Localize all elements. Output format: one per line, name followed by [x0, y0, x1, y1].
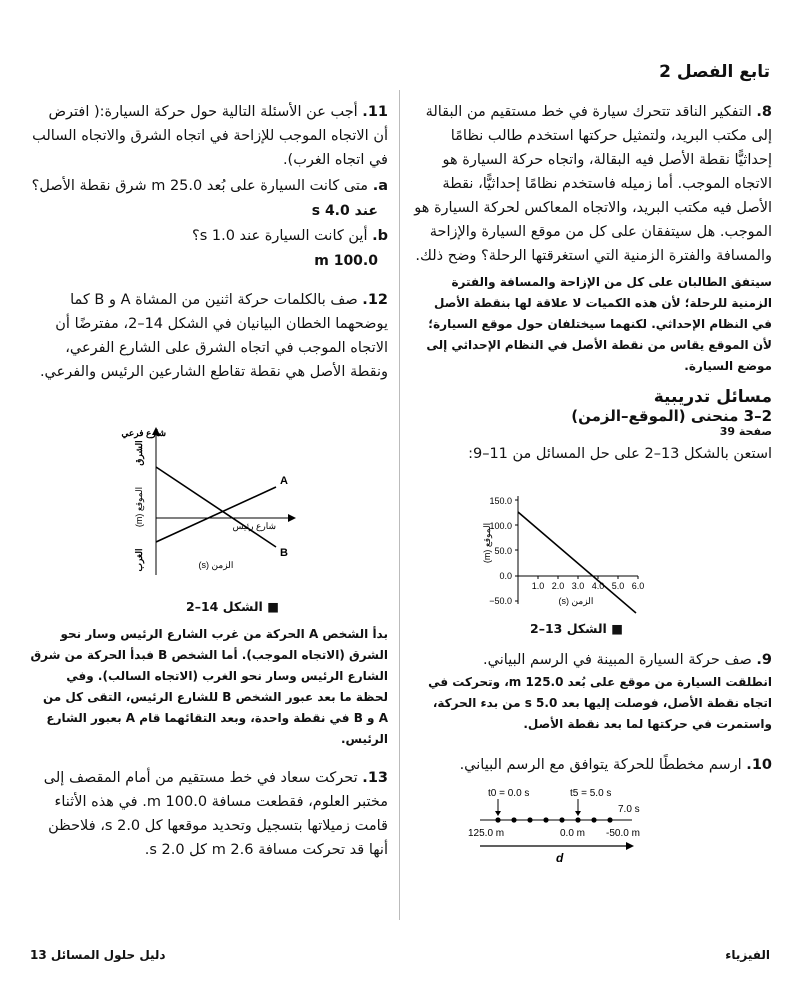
section-title: مسائل تدريبية: [653, 387, 772, 407]
answer-12: بدأ الشخص A الحركة من غرب الشارع الرئيس وسار نحو الشرق (الاتجاه الموجب). أما الشخص B فبدأ الحركة من شرق الشارع الرئيس وسار نحو الغرب (الاتجاه السالب). وفي لحظة ما بعد عبور الشخص B للشارع الرئيس، التقى كل من A و B في نقطة واحدة، وبعد التقائهما قام A بعبور الشارع الرئيس.: [30, 627, 388, 746]
t7-label: 7.0 s: [618, 804, 640, 815]
right-column-lower: [410, 648, 772, 777]
side-street-label: شارع فرعي: [121, 428, 166, 438]
ytick-label: 50.0: [494, 546, 512, 556]
figure-13-2-chart: [478, 488, 678, 618]
answer-11b: 100.0 m: [314, 253, 378, 269]
practice-intro: استعن بالشكل 13–2 على حل المسائل من 11–9:: [468, 446, 772, 462]
east-label: الشرق: [134, 440, 144, 466]
question-10: 10. ارسم مخططًا للحركة يتوافق مع الرسم البياني.: [459, 757, 772, 773]
xtick-label: 2.0: [551, 581, 565, 591]
section-subtitle: 2–3 منحنى (الموقع–الزمن): [571, 407, 772, 425]
question-10-text: ارسم مخططًا للحركة يتوافق مع الرسم البياني.: [459, 757, 742, 773]
xtick-label: 6.0: [631, 581, 645, 591]
figure-14-2-caption: ■ الشكل 14–2: [186, 599, 279, 614]
line-A: [156, 487, 276, 542]
xtick-label: 4.0: [591, 581, 605, 591]
xtick-label: 5.0: [611, 581, 625, 591]
footer-right: الفيزياء: [725, 948, 770, 962]
xtick-label: 3.0: [571, 581, 585, 591]
ytick-label: 0.0: [499, 571, 512, 581]
line-B: [156, 467, 276, 547]
question-11: 11. أجب عن الأسئلة التالية حول حركة السيارة:( افترض أن الاتجاه الموجب للإزاحة في اتجاه الشرق والاتجاه السالب في اتجاه الغرب).: [32, 104, 388, 168]
question-12: 12. صف بالكلمات حركة اثنين من المشاة A و B كما يوضحهما الخطان البيانيان في الشكل 14–2، مفترضًا أن الاتجاه الموجب في اتجاه الشرق على الشارع الفرعي، ونقطة الأصل هي نقطة تقاطع الشارعين الرئيس والفرعي.: [39, 292, 388, 380]
answer-9: انطلقت السيارة من موقع على بُعد 125.0 m، وتحركت في اتجاه نقطة الأصل، فوصلت إليها بعد 5.0 s من بدء الحركة، واستمرت في حركتها لما بعد نقطة الأصل.: [428, 675, 772, 731]
page-reference: صفحة 39: [719, 425, 772, 438]
ytick-label: 150.0: [489, 496, 512, 506]
t0-label: t0 = 0.0 s: [488, 788, 530, 799]
pos-neg50: -50.0 m: [606, 828, 640, 839]
line-A-label: A: [280, 475, 288, 487]
question-11a: a. متى كانت السيارة على بُعد 25.0 m شرق نقطة الأصل؟: [31, 178, 388, 194]
y-axis-label: الموقع (m): [482, 522, 492, 564]
line-B-label: B: [280, 547, 288, 559]
answer-8: سيتفق الطالبان على كل من الإزاحة والمسافة والفترة الزمنية للرحلة؛ لأن هذه الكميات لا علاقة لها بنقطة الأصل في النظام الإحداثي. لكنهما سيختلفان حول موقع السيارة؛ لأن الموقع يقاس من نقطة الأصل في النظام الإحداثي إلى موضع السيارة.: [426, 275, 772, 373]
west-label: الغرب: [134, 548, 144, 572]
question-9-text: صف حركة السيارة المبينة في الرسم البياني.: [483, 652, 752, 668]
question-8: 8. التفكير الناقد تتحرك سيارة في خط مستقيم من البقالة إلى مكتب البريد، ولتمثيل حركتها استخدم طالب نظامًا إحداثيًّا نقطة الأصل فيه البقالة، واتجاه حركة السيارة هو الاتجاه الموجب. أما زميله فاستخدم نظامًا إحداثيًّا، نقطة الأصل فيه مكتب البريد، والاتجاه المعاكس لحركة السيارة هو الموجب. هل سيتفقان على كل من موقع السيارة والإزاحة والمسافة والفترة الزمنية التي استغرقتها الرحلة؟ وضح ذلك.: [414, 104, 772, 264]
column-divider: [399, 90, 400, 920]
left-column-lower: [30, 624, 388, 862]
displacement-label: d: [556, 851, 564, 865]
footer-left: دليل حلول المسائل 13: [30, 948, 166, 962]
main-street-label: شارع رئيس: [232, 521, 276, 531]
question-12-text: صف بالكلمات حركة اثنين من المشاة A و B كما يوضحهما الخطان البيانيان في الشكل 14–2، مفترضًا أن الاتجاه الموجب في اتجاه الشرق على الشارع الفرعي، ونقطة الأصل هي نقطة تقاطع الشارعين الرئيس والفرعي.: [39, 292, 388, 380]
figure-13-2-caption: ■ الشكل 13–2: [530, 621, 623, 636]
answer-11a: عند 4.0 s: [311, 203, 378, 219]
motion-diagram: [460, 784, 670, 866]
t5-label: t5 = 5.0 s: [570, 788, 612, 799]
pos-125: 125.0 m: [468, 828, 505, 839]
y-axis-label: الموقع (m): [134, 486, 144, 528]
question-11b: b. أين كانت السيارة عند 1.0 s؟: [192, 228, 388, 244]
x-axis-label: الزمن (s): [558, 596, 594, 606]
x-axis-label: الزمن (s): [198, 560, 234, 570]
question-13: 13. تحركت سعاد في خط مستقيم من أمام المقصف إلى مختبر العلوم، فقطعت مسافة 100.0 m. في هذه الأثناء قامت زميلاتها بتسجيل وتحديد موقعها كل 2.0 s، فلاحظن أنها قد تحركت مسافة 2.6 m كل 2.0 s.: [43, 770, 388, 858]
question-13-text: تحركت سعاد في خط مستقيم من أمام المقصف إلى مختبر العلوم، فقطعت مسافة 100.0 m. في هذه الأثناء قامت زميلاتها بتسجيل وتحديد موقعها كل 2.0 s، فلاحظن أنها قد تحركت مسافة 2.6 m كل 2.0 s.: [43, 770, 388, 858]
chapter-header: تابع الفصل 2: [659, 62, 770, 82]
ytick-label: −50.0: [489, 596, 512, 606]
question-8-text: التفكير الناقد تتحرك سيارة في خط مستقيم من البقالة إلى مكتب البريد، ولتمثيل حركتها استخدم طالب نظامًا إحداثيًّا نقطة الأصل فيه البقالة، واتجاه حركة السيارة هو الاتجاه الموجب. أما زميله فاستخدم نظامًا إحداثيًّا، نقطة الأصل فيه مكتب البريد، والاتجاه المعاكس لحركة السيارة هو الموجب. هل سيتفقان على كل من موقع السيارة والإزاحة والمسافة والفترة الزمنية التي استغرقتها الرحلة؟ وضح ذلك.: [414, 104, 772, 264]
question-9: 9. صف حركة السيارة المبينة في الرسم البياني.: [483, 652, 772, 668]
ytick-label: 100.0: [489, 521, 512, 531]
figure-14-2-chart: [121, 425, 318, 583]
xtick-label: 1.0: [531, 581, 545, 591]
right-column: [410, 100, 772, 466]
pos-0: 0.0 m: [560, 828, 586, 839]
left-column: [30, 100, 388, 384]
question-11-text: أجب عن الأسئلة التالية حول حركة السيارة:( افترض أن الاتجاه الموجب للإزاحة في اتجاه الشرق والاتجاه السالب في اتجاه الغرب).: [32, 104, 388, 168]
